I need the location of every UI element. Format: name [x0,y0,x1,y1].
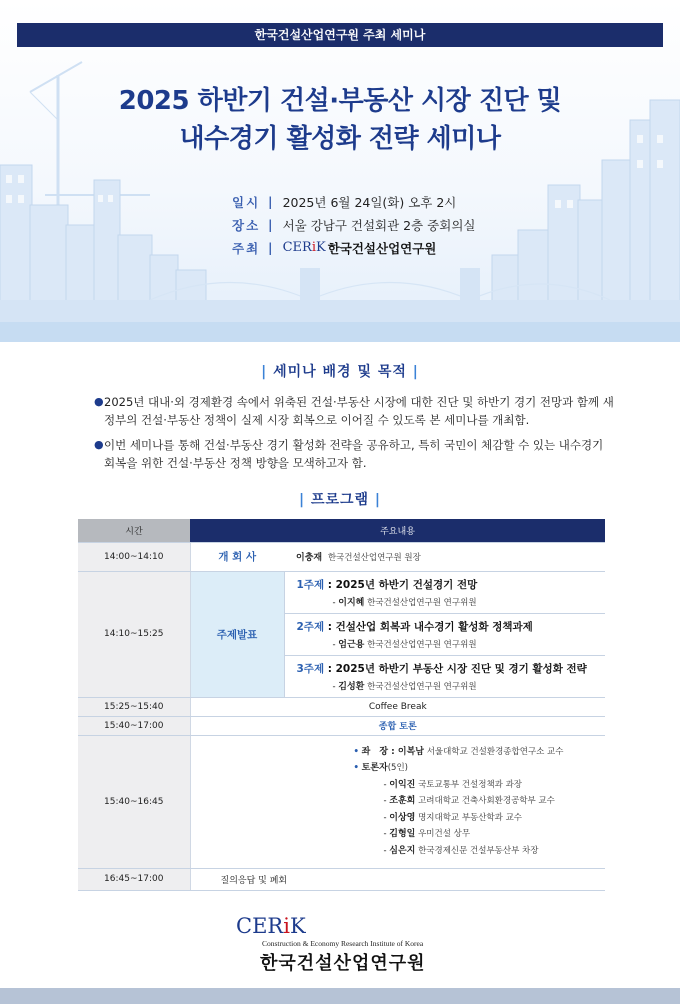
row-time: 15:40~17:00 [78,716,190,735]
table-row [78,697,605,716]
info-row-date [232,190,475,213]
heading-bar-left: | [261,364,268,380]
hero-bottom-strip [0,322,680,342]
panelist: - 김형일 우미건설 상무 [383,829,471,840]
panel-heading: • 토론자(5인) [353,763,408,774]
col-header-time: 시간 [78,519,190,542]
topic-presenter: - 이지혜 한국건설산업연구원 연구위원 [332,597,477,608]
speaker-affiliation: 한국건설산업연구원 원장 [327,553,421,563]
row-time: 15:25~15:40 [78,697,190,716]
city-skyline-illustration [0,0,680,342]
event-info [232,190,475,259]
cerik-logo-icon: CERiK [236,914,306,938]
title-line-2: 내수경기 활성화 전략 세미나 [179,124,501,154]
table-row [78,716,605,735]
institute-english-name: Construction & Economy Research Institute of Korea [262,939,424,948]
panelist: - 이익진 국토교통부 건설정책과 과장 [383,779,523,790]
bullet-dot-icon: • [353,746,359,757]
host-name: 한국건설산업연구원 [327,240,437,256]
purpose-bullet [94,393,614,429]
heading-bar-right: | [374,492,382,508]
bullet-text: 이번 세미나를 통해 건설·부동산 경기 활성화 전략을 공유하고, 특히 국민이 체감할 수 있는 내수경기 회복을 위한 건설·부동산 정책 방향을 모색하고자 함. [104,438,604,470]
info-label-date: 일시 [232,194,261,210]
section-heading-background [0,361,680,381]
row-time: 14:10~15:25 [78,571,190,697]
row-label: 주제발표 [190,571,284,697]
bottom-strip [0,988,680,1004]
info-value-venue: 서울 강남구 건설회관 2층 중회의실 [282,217,476,233]
table-row [78,868,605,890]
section-heading-program [0,489,680,509]
topic-presenter: - 엄근용 한국건설산업연구원 연구위원 [332,639,477,650]
table-header-row [78,519,605,542]
topic-title: 2주제 : 건설산업 회복과 내수경기 활성화 정책과제 [296,620,533,633]
heading-text: 프로그램 [310,492,370,508]
info-label-venue: 장소 [232,217,261,233]
info-separator: | [268,240,273,255]
organizer-banner: 한국건설산업연구원 주최 세미나 [17,23,663,47]
closing-text: 질의응답 및 폐회 [190,868,605,890]
row-content [284,542,605,571]
purpose-bullet [94,436,614,472]
speaker-name: 이충재 [296,553,323,563]
title-line-1: 2025 하반기 건설·부동산 시장 진단 및 [118,86,562,116]
coffee-break: Coffee Break [190,697,605,716]
purpose-bullets [94,393,614,479]
topic-title: 3주제 : 2025년 하반기 부동산 시장 진단 및 경기 활성화 전략 [296,662,587,675]
bullet-text: 2025년 대내·외 경제환경 속에서 위축된 건설·부동산 시장에 대한 진단 및 하반기 경기 전망과 함께 새 정부의 건설·부동산 정책이 실제 시장 회복으로 이어질 수 있도록 본 세미나를 개최함. [104,395,614,427]
seminar-title [0,82,680,158]
bullet-dot-icon: • [353,763,359,774]
host-logo-inline [283,239,437,257]
cerik-logo-icon: CERiK [282,240,326,255]
institute-korean-name: 한국건설산업연구원 [260,953,426,974]
info-separator: | [268,217,273,232]
info-separator: | [268,194,273,209]
topic-presenter: - 김성환 한국건설산업연구원 연구위원 [332,681,477,692]
info-value-date: 2025년 6월 24일(화) 오후 2시 [282,194,457,210]
panelist: - 이상영 명지대학교 부동산학과 교수 [383,812,523,823]
program-table [78,519,605,891]
hero-section [0,0,680,342]
col-header-content: 주요내용 [190,519,605,542]
discussion-panel [190,735,605,868]
topic-item [284,613,605,655]
panelist: - 조훈희 고려대학교 건축사회환경공학부 교수 [383,796,555,807]
info-row-venue [232,213,475,236]
table-row [78,571,605,613]
panelist: - 심은지 한국경제신문 건설부동산부 차장 [383,845,539,856]
discussion-header: 종합 토론 [190,716,605,735]
info-row-host [232,236,475,259]
heading-bar-right: | [412,364,419,380]
topic-item [284,571,605,613]
footer-logo [236,916,456,975]
row-time: 14:00~14:10 [78,542,190,571]
chair-line: • 좌 장 : 이복남 서울대학교 건설환경종합연구소 교수 [353,746,564,757]
table-row [78,542,605,571]
info-label-host: 주최 [232,240,261,256]
row-time: 16:45~17:00 [78,868,190,890]
bullet-dot-icon: ● [94,438,104,451]
table-row [78,735,605,868]
row-label: 개 회 사 [190,542,284,571]
heading-text: 세미나 배경 및 목적 [273,364,407,380]
bullet-dot-icon: ● [94,395,104,408]
heading-bar-left: | [298,492,306,508]
topic-title: 1주제 : 2025년 하반기 건설경기 전망 [296,578,478,591]
row-time: 15:40~16:45 [78,735,190,868]
topic-item [284,655,605,697]
